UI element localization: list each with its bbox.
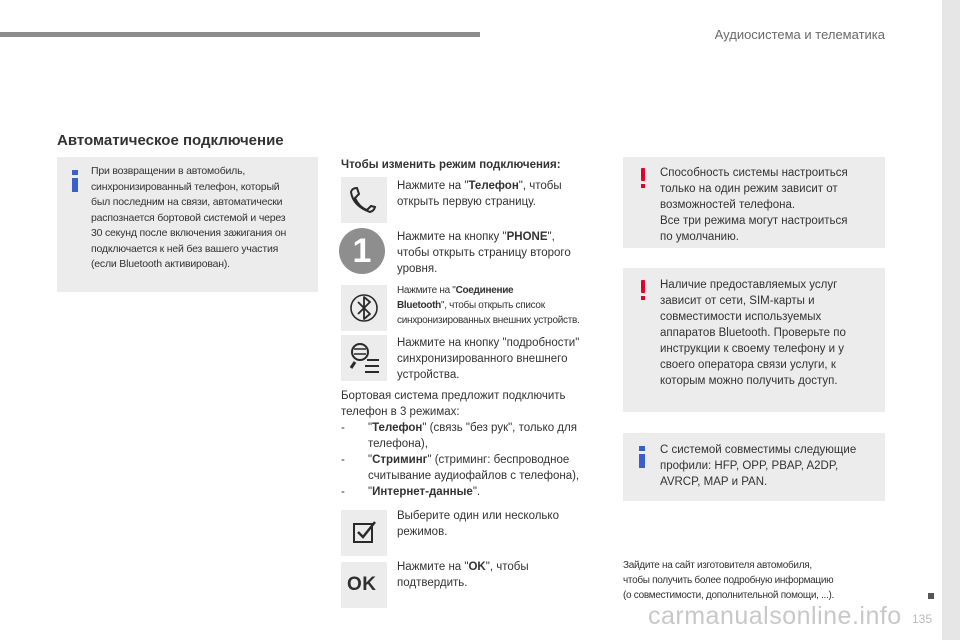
warning-box-modes [623,157,885,248]
details-icon-box [341,335,387,381]
ok-step-text: Нажмите на "OK", чтобы подтвердить. [397,561,529,589]
section-title: Аудиосистема и телематика [714,27,885,42]
ok-button-icon-box [341,562,387,608]
ok-icon: OK [347,574,377,595]
step-2-text: Нажмите на кнопку "PHONE", чтобы открыть страницу второго уровня. [397,231,571,275]
step-1-text: Нажмите на "Телефон", чтобы открыть первую страницу. [397,180,562,208]
watermark: carmanualsonline.info [648,602,902,630]
checkbox-icon-box [341,510,387,556]
bluetooth-icon [341,285,387,331]
bluetooth-icon-box [341,285,387,331]
page-marker [928,593,934,599]
info-box-profiles [623,433,885,501]
step-4-text: Нажмите на кнопку "подробности" синхронизированного внешнего устройства. [397,337,580,381]
modes-paragraph: Бортовая система предложит подключить телефон в 3 режимах: - "Телефон" (связь "без рук", только для телефона), - "Стриминг" (стриминг: беспроводное считывание аудиофайлов с телефона), - "Интернет-данные". [341,388,621,500]
mode-item-telephone: - "Телефон" (связь "без рук", только для телефона), [341,422,577,450]
warning-text-services: Наличие предоставляемых услуг зависит от сети, SIM-карты и совместимости используемых аппаратов Bluetooth. Проверьте по инструкции к своему телефону и у своего оператора связи услуги, к которым можно получить доступ. [660,279,846,387]
page-number: 135 [912,612,933,626]
steps-title: Чтобы изменить режим подключения: [341,159,561,171]
mode-item-streaming: - "Стриминг" (стриминг: беспроводное считывание аудиофайлов с телефона), [341,454,580,482]
warning-text-modes: Способность системы настроиться только на один режим зависит от возможностей телефона. Все три режима могут настроиться по умолчанию. [660,167,848,243]
telephone-menu-icon-box [341,177,387,223]
page-edge-bar [942,0,960,640]
website-note: Зайдите на сайт изготовителя автомобиля, чтобы получить более подробную информацию (о совместимости, дополнительной помощи, ...). [623,560,835,601]
magnifier-list-icon [341,335,387,381]
select-modes-text: Выберите один или несколько режимов. [397,510,559,538]
top-divider-bar [0,32,480,37]
step-3-text: Нажмите на "Соединение Bluetooth", чтобы открыть список синхронизированных внешних устройств. [397,285,580,326]
page-heading: Автоматическое подключение [57,132,284,149]
phone-icon [341,177,387,223]
info-text: При возвращении в автомобиль, синхронизированный телефон, который был последним на связи, автоматически распознается бортовой системой и через 30 секунд после включения зажигания он подключается к ней без вашего участия (если Bluetooth активирован). [91,165,287,270]
step-number-badge: 1 [339,228,385,274]
info-box-auto-connect [57,157,318,292]
warning-box-services [623,268,885,412]
info-text-profiles: С системой совместимы следующие профили: HFP, OPP, PBAP, A2DP, AVRCP, MAP и PAN. [660,444,857,488]
checkbox-icon [341,510,387,556]
mode-item-internet: - "Интернет-данные". [341,486,481,498]
